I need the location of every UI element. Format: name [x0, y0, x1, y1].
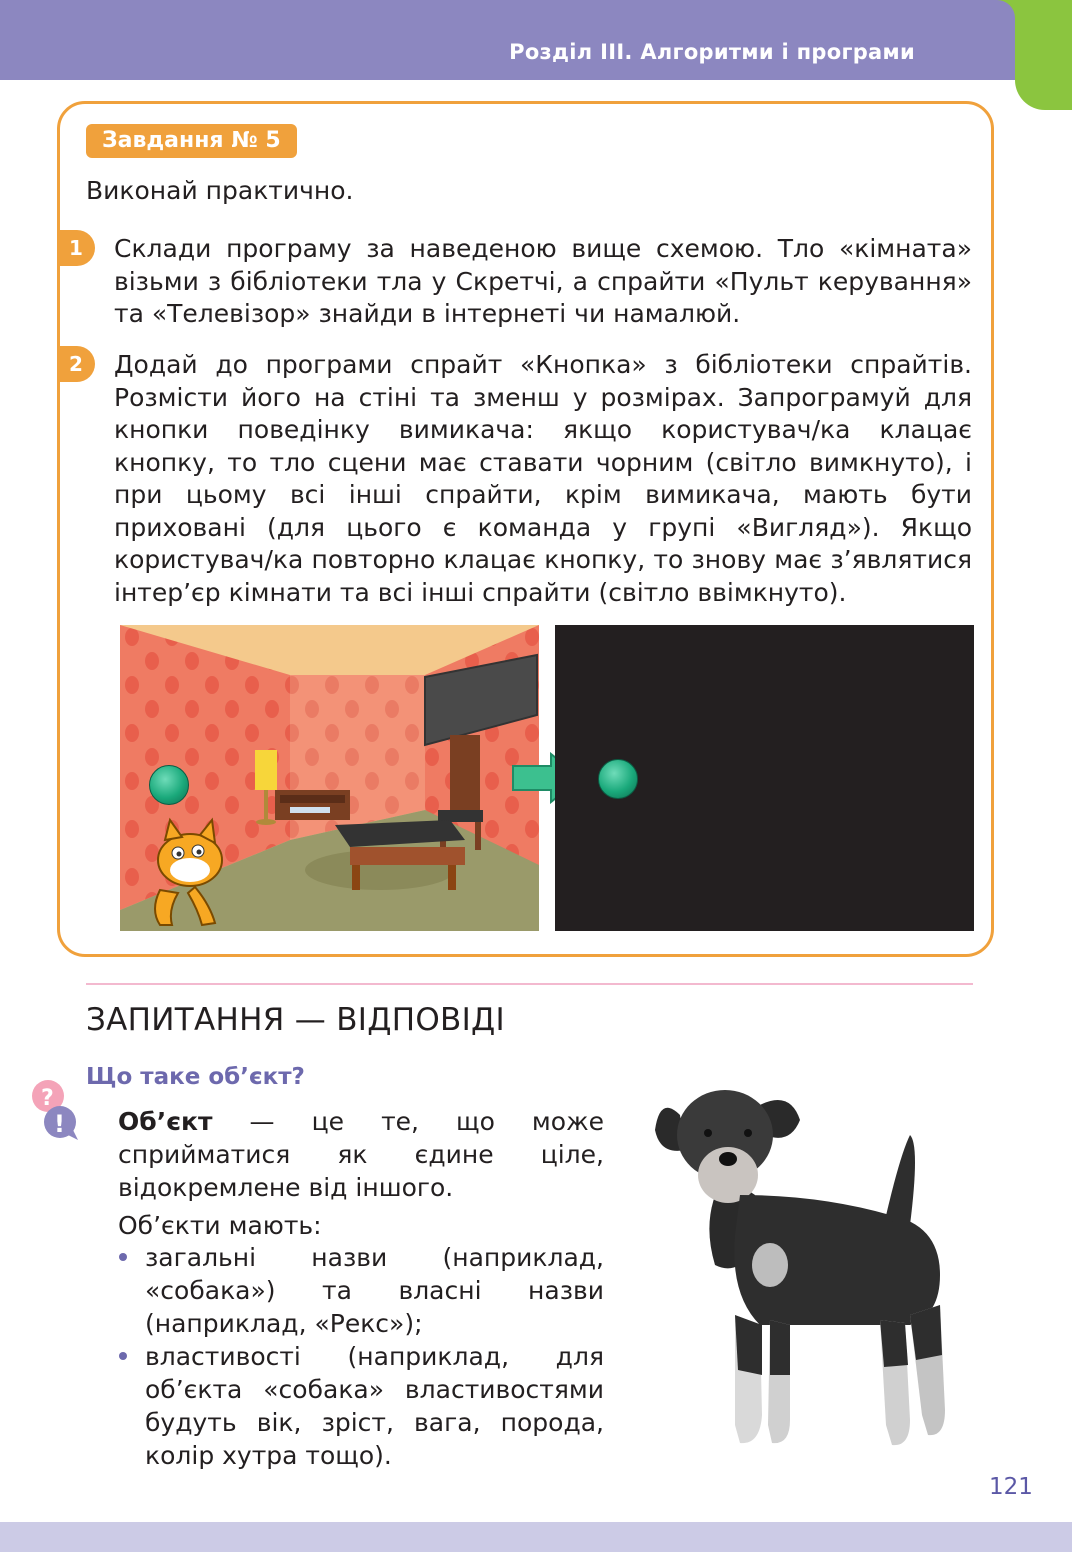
svg-text:?: ? — [41, 1086, 54, 1111]
step-number-2: 2 — [57, 346, 95, 382]
definition-text: — це те, що може сприйматися як єдине ціле, відокремлене від іншого. — [118, 1107, 604, 1202]
question-answer-icon — [30, 1078, 82, 1140]
list-item: загальні назви (наприклад, «собака») та власні назви (наприклад, «Рекс»); — [145, 1243, 604, 1338]
section-divider — [86, 983, 973, 985]
button-sprite-icon — [598, 759, 638, 799]
footer-bar — [0, 1522, 1072, 1552]
page-number: 121 — [989, 1474, 1033, 1500]
header-bar — [0, 0, 1015, 80]
definition — [118, 1105, 604, 1204]
button-sprite-icon — [149, 765, 189, 805]
dog-photo — [640, 1075, 980, 1455]
bullet-dot — [119, 1352, 127, 1360]
task-intro: Виконай практично. — [86, 176, 354, 205]
list-intro: Об’єкти мають: — [118, 1211, 322, 1240]
chapter-tab — [1015, 0, 1072, 110]
term: Об’єкт — [118, 1107, 213, 1136]
step-text-2: Додай до програми спрайт «Кнопка» з бібліотеки спрайтів. Розмісти його на стіні та зменш у розмірах. Запрограмуй для кнопки поведінку вимикача: якщо користувач/ка клацає кнопку, то тло сцени має ставати чорним (світло вимкнуто), і при цьому всі інші спрайти, крім вимикача, мають бути приховані (для цього є команда у групі «Вигляд»). Якщо користувач/ка повторно клацає кнопку, то знову має з’являтися інтер’єр кімнати та всі інші спрайти (світло ввімкнуто). — [114, 350, 972, 607]
room-scene-light-off — [555, 625, 974, 931]
bullet-dot — [119, 1253, 127, 1261]
qa-section-title: ЗАПИТАННЯ — ВІДПОВІДІ — [86, 1002, 506, 1038]
question-text: Що таке об’єкт? — [86, 1064, 305, 1090]
room-scene-light-on — [120, 625, 539, 931]
step-text-1: Склади програму за наведеною вище схемою. Тло «кімната» візьми з бібліотеки тла у Скретчі, а спрайти «Пульт керування» та «Телевізор» знайди в інтернеті чи намалюй. — [114, 234, 972, 328]
list-item: властивості (наприклад, для об’єкта «собака» властивостями будуть вік, зріст, вага, порода, колір хутра тощо). — [145, 1342, 604, 1470]
section-title: Розділ ІІІ. Алгоритми і програми — [509, 40, 915, 64]
task-badge: Завдання № 5 — [86, 124, 297, 158]
step-number-1: 1 — [57, 230, 95, 266]
svg-text:!: ! — [54, 1110, 65, 1138]
